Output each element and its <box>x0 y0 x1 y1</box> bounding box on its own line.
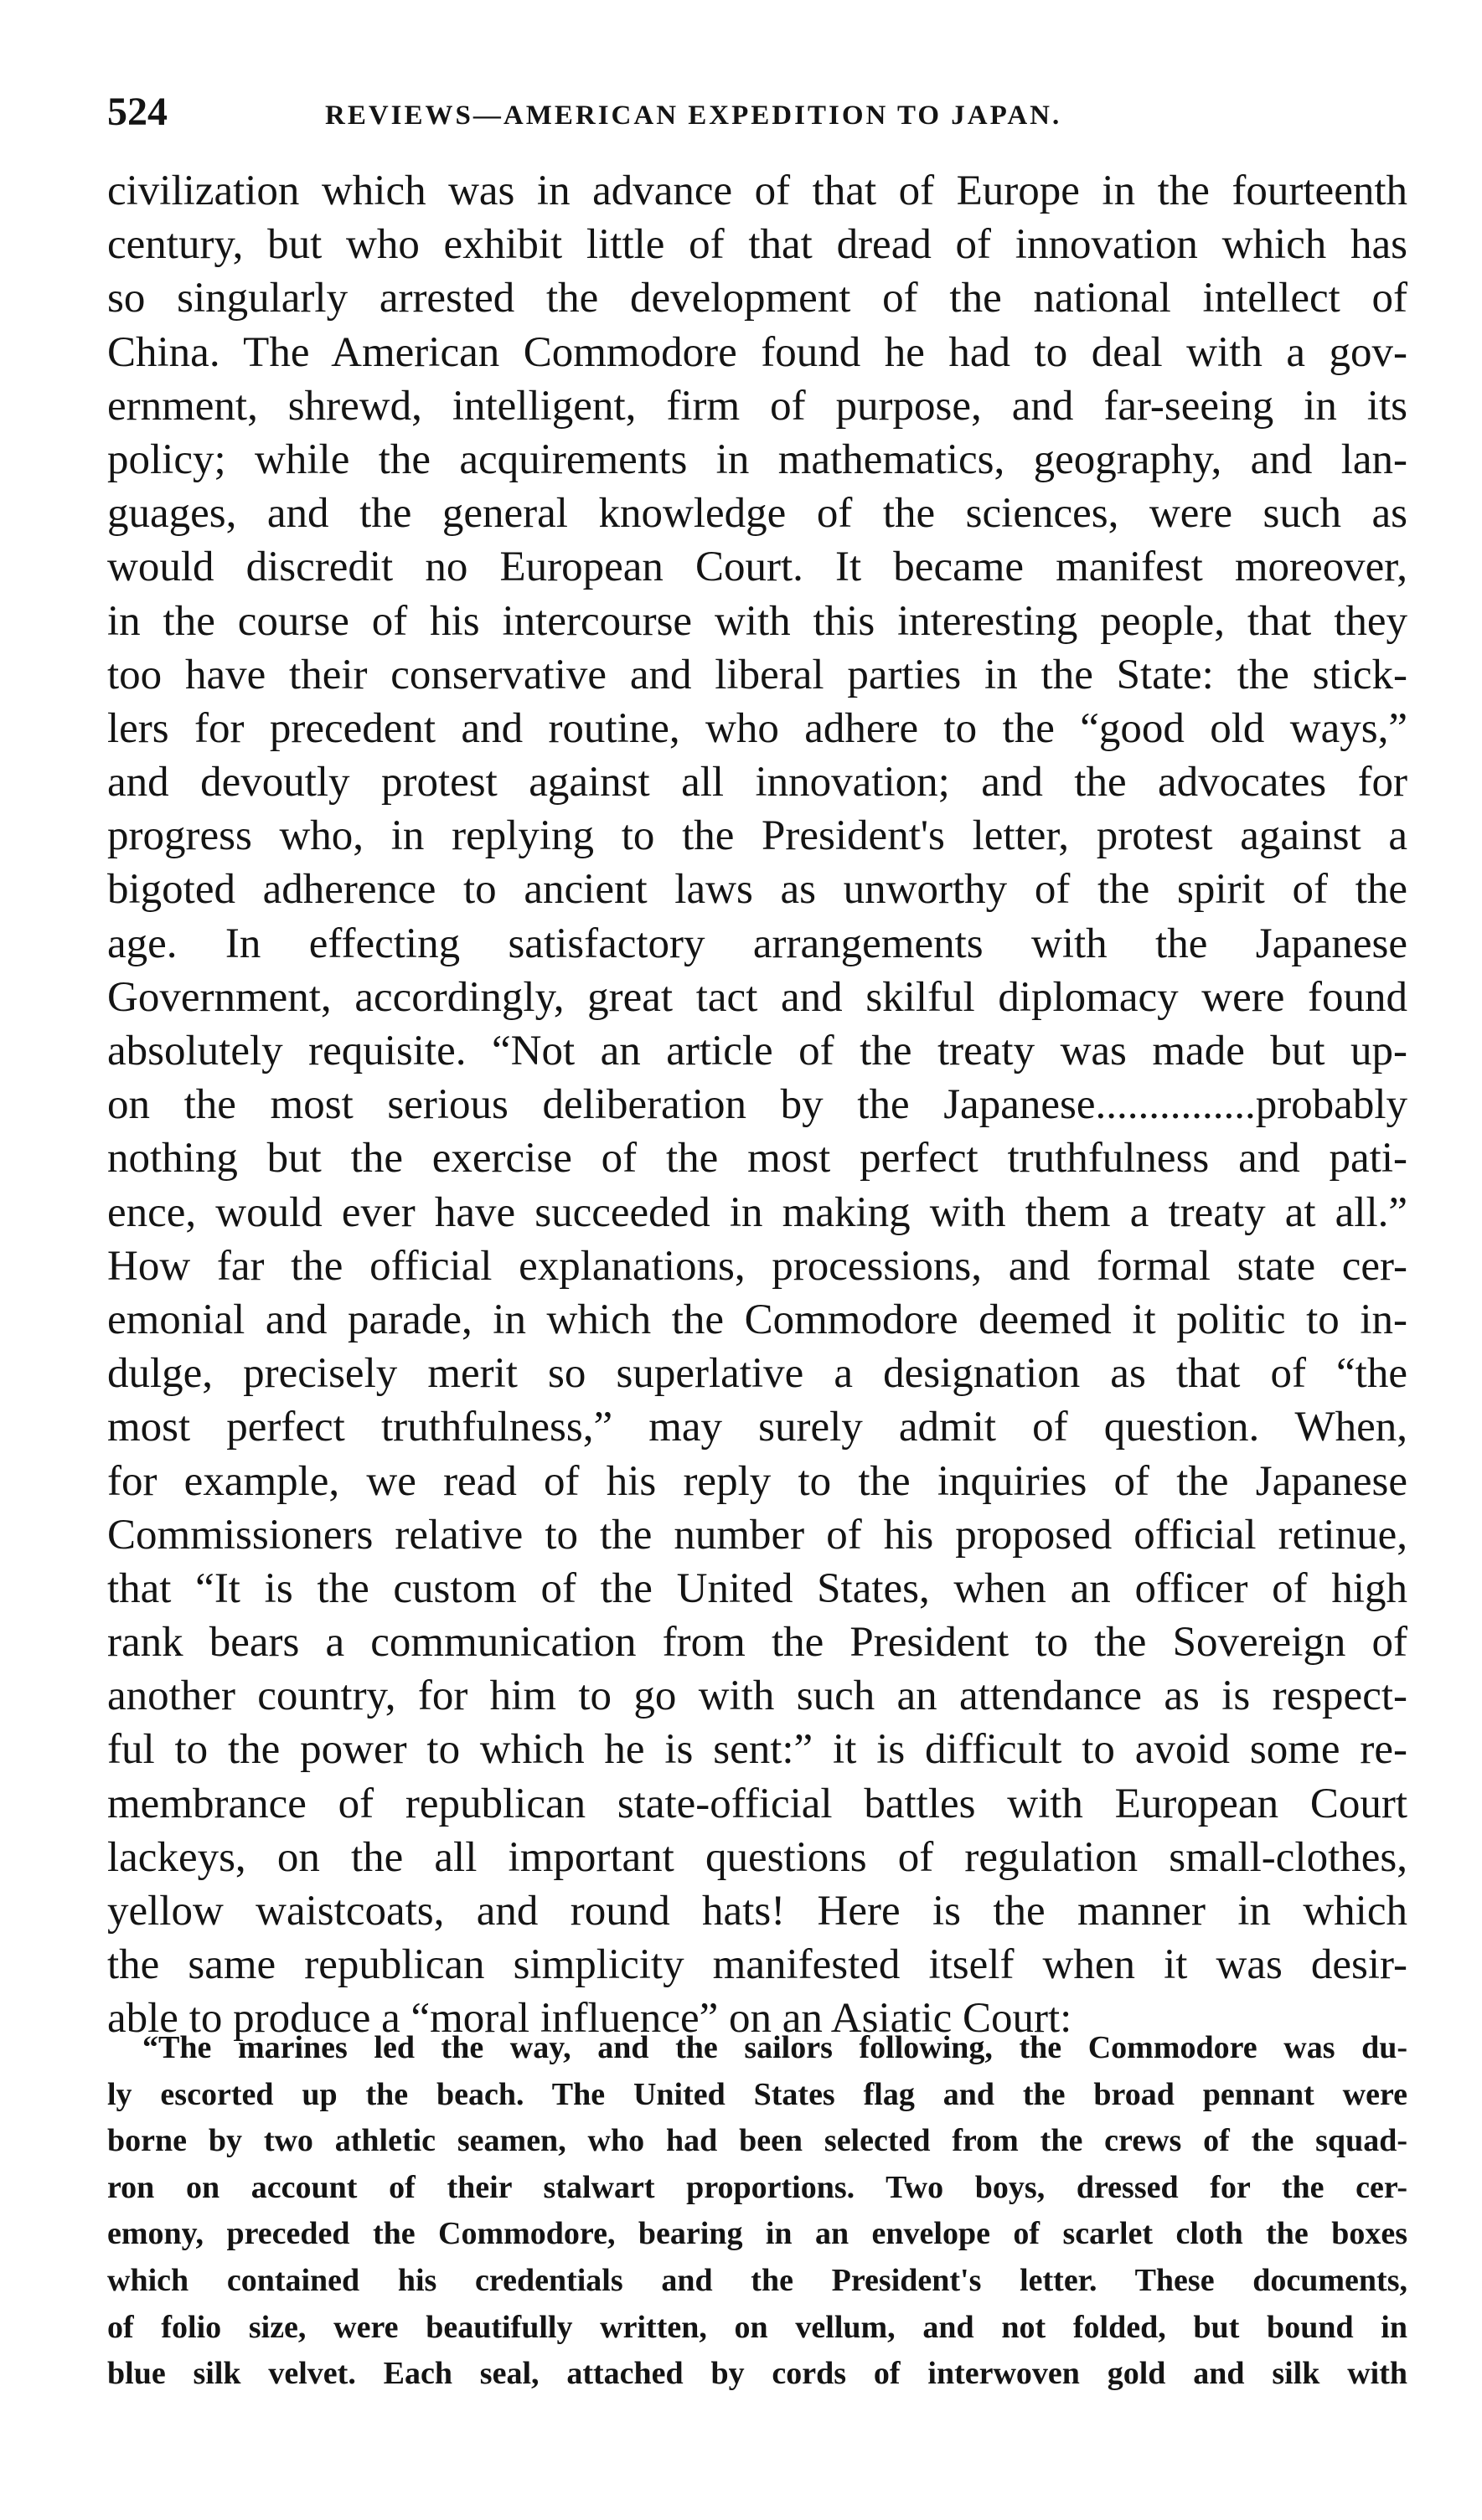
body-paragraph <box>107 164 1407 2046</box>
body-line: would discredit no European Court. It became manifest moreover, <box>107 544 1407 591</box>
body-line: membrance of republican state-official battles with European Court <box>107 1780 1407 1827</box>
running-head <box>107 84 1414 142</box>
page-number: 524 <box>107 90 168 134</box>
block-quote <box>107 2025 1407 2398</box>
body-line: civilization which was in advance of that of Europe in the fourteenth <box>107 167 1407 214</box>
body-line: dulge, precisely merit so superlative a designation as that of “the <box>107 1350 1407 1398</box>
body-line: rank bears a communication from the President to the Sovereign of <box>107 1619 1407 1667</box>
body-line: absolutely requisite. “Not an article of the treaty was made but up- <box>107 1028 1407 1074</box>
quote-line: borne by two athletic seamen, who had been selected from the crews of the squad- <box>107 2123 1407 2159</box>
body-line: nothing but the exercise of the most perfect truthfulness and pati- <box>107 1135 1407 1183</box>
running-title: REVIEWS—AMERICAN EXPEDITION TO JAPAN. <box>325 100 1062 131</box>
body-line: another country, for him to go with such an attendance as is respect- <box>107 1672 1407 1720</box>
body-line: on the most serious deliberation by the Japanese...............probably <box>107 1081 1407 1129</box>
body-line: for example, we read of his reply to the inquiries of the Japanese <box>107 1457 1407 1505</box>
body-line: China. The American Commodore found he had to deal with a gov- <box>107 328 1407 376</box>
body-line: progress who, in replying to the President's letter, protest against a <box>107 812 1407 860</box>
body-line: ernment, shrewd, intelligent, firm of purpose, and far-seeing in its <box>107 382 1407 430</box>
quote-line: of folio size, were beautifully written, on vellum, and not folded, but bound in <box>107 2309 1407 2345</box>
body-line: ful to the power to which he is sent:” it is difficult to avoid some re- <box>107 1726 1407 1774</box>
quote-line: blue silk velvet. Each seal, attached by cords of interwoven gold and silk with <box>107 2356 1407 2392</box>
body-line: lers for precedent and routine, who adhere to the “good old ways,” <box>107 704 1407 752</box>
body-line: in the course of his intercourse with this interesting people, that they <box>107 597 1407 645</box>
body-line: bigoted adherence to ancient laws as unworthy of the spirit of the <box>107 866 1407 914</box>
body-line: lackeys, on the all important questions of regulation small-clothes, <box>107 1833 1407 1881</box>
quote-line: ly escorted up the beach. The United States flag and the broad pennant were <box>107 2076 1407 2112</box>
body-line: ence, would ever have succeeded in making with them a treaty at all.” <box>107 1188 1407 1236</box>
body-line: Commissioners relative to the number of his proposed official retinue, <box>107 1511 1407 1559</box>
body-line: so singularly arrested the development of the national intellect of <box>107 275 1407 322</box>
body-line: Government, accordingly, great tact and skilful diplomacy were found <box>107 973 1407 1021</box>
body-line: How far the official explanations, processions, and formal state cer- <box>107 1242 1407 1290</box>
body-line: century, but who exhibit little of that dread of innovation which has <box>107 221 1407 269</box>
body-line: age. In effecting satisfactory arrangements with the Japanese <box>107 920 1407 967</box>
body-line: guages, and the general knowledge of the sciences, were such as <box>107 490 1407 538</box>
quote-line: “The marines led the way, and the sailors following, the Commodore was du- <box>142 2030 1407 2065</box>
quote-line: ron on account of their stalwart proportions. Two boys, dressed for the cer- <box>107 2169 1407 2205</box>
body-line: yellow waistcoats, and round hats! Here is the manner in which <box>107 1888 1407 1935</box>
body-line: emonial and parade, in which the Commodore deemed it politic to in- <box>107 1296 1407 1343</box>
body-line: able to produce a “moral influence” on an Asiatic Court: <box>107 1995 1072 2043</box>
body-line: the same republican simplicity manifested itself when it was desir- <box>107 1941 1407 1989</box>
body-line: that “It is the custom of the United States, when an officer of high <box>107 1564 1407 1612</box>
quote-line: emony, preceded the Commodore, bearing in an envelope of scarlet cloth the boxes <box>107 2216 1407 2252</box>
quote-line: which contained his credentials and the President's letter. These documents, <box>107 2262 1407 2298</box>
body-line: policy; while the acquirements in mathematics, geography, and lan- <box>107 435 1407 483</box>
body-line: most perfect truthfulness,” may surely admit of question. When, <box>107 1404 1407 1451</box>
body-line: too have their conservative and liberal parties in the State: the stick- <box>107 651 1407 698</box>
body-line: and devoutly protest against all innovation; and the advocates for <box>107 759 1407 807</box>
